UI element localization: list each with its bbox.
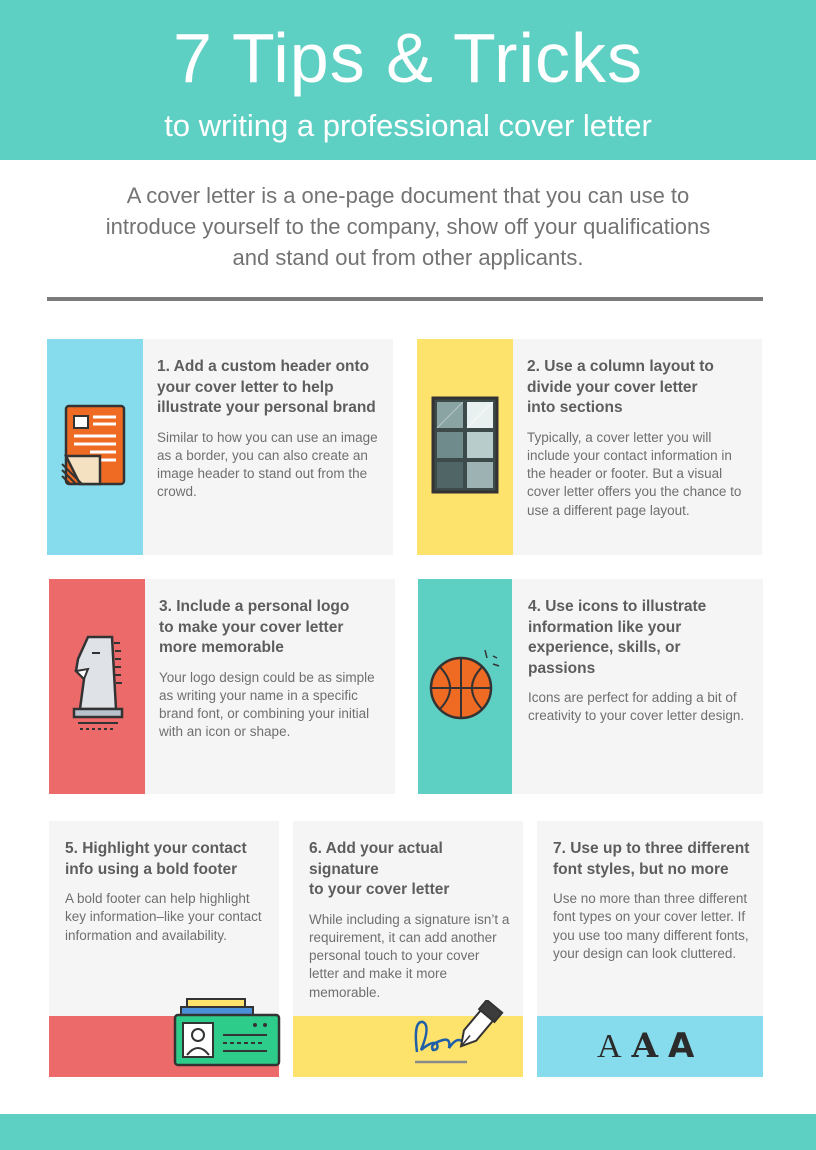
tip-title-line: to your cover letter: [309, 881, 450, 898]
document-header-icon: [60, 400, 130, 495]
basketball-icon: [427, 644, 503, 729]
tip-title-line: 5. Highlight your contact: [65, 840, 247, 857]
tip-6-content: [309, 839, 511, 1002]
tip-2-body: Typically, a cover letter you will include your contact information in the header or footer. But a visual cover letter offers you the chance to use a different page layout.: [527, 429, 742, 518]
tip-3-body: Your logo design could be as simple as writing your name in a specific brand font, or combining your initial with an icon or shape.: [159, 669, 375, 740]
tip-5-title: [65, 839, 267, 880]
tip-3-color-band: [49, 579, 145, 794]
tip-4-color-band: [418, 579, 512, 794]
font-sample-bold-serif: A: [631, 1026, 658, 1066]
tip-6-color-strip: [293, 1016, 523, 1077]
intro-line: A cover letter is a one-page document that you can use to: [126, 183, 690, 208]
tip-title-line: 1. Add a custom header onto: [157, 358, 370, 375]
tip-5-body: A bold footer can help highlight key information–like your contact information and availability.: [65, 891, 262, 943]
tip-7-body: Use no more than three different font types on your cover letter. If you use too many different fonts, your design can look cluttered.: [553, 891, 749, 961]
tip-7-color-strip: [537, 1016, 763, 1077]
tip-card-5: [49, 821, 279, 1077]
tip-title-line: experience, skills, or passions: [528, 639, 681, 677]
tip-title-line: information like your: [528, 618, 682, 636]
font-sample-sans: A: [667, 1026, 695, 1066]
tip-card-3: [49, 579, 395, 794]
tip-1-color-band: [47, 339, 143, 555]
tip-1-title: [157, 357, 379, 419]
font-styles-icon: [597, 1026, 694, 1066]
header-banner: [0, 0, 816, 160]
tip-card-2: [417, 339, 762, 555]
tip-title-line: your cover letter to help: [157, 378, 334, 396]
page-title: 7 Tips & Tricks: [172, 19, 644, 97]
tip-1-content: [157, 357, 379, 502]
tip-title-line: 3. Include a personal logo: [159, 598, 350, 615]
intro-line: introduce yourself to the company, show off your qualifications: [105, 214, 711, 239]
tip-3-title: [159, 597, 381, 659]
tip-7-content: [553, 839, 751, 963]
section-divider: [47, 297, 763, 301]
tip-title-line: 2. Use a column layout to: [527, 358, 714, 375]
tip-1-body: Similar to how you can use an image as a border, you can also create an image header to stand out from the crowd.: [157, 429, 378, 500]
tip-card-6: [293, 821, 523, 1077]
tip-5-content: [65, 839, 267, 945]
tip-title-line: 4. Use icons to illustrate: [528, 598, 707, 615]
tip-title-line: font styles, but no more: [553, 860, 729, 878]
tip-card-1: [47, 339, 393, 555]
tip-title-line: 6. Add your actual signature: [309, 840, 443, 878]
tip-4-title: [528, 597, 749, 679]
tip-2-color-band: [417, 339, 513, 555]
tip-4-content: [528, 597, 749, 726]
grid-layout-icon: [430, 395, 500, 500]
tip-title-line: more memorable: [159, 639, 284, 656]
tip-2-title: [527, 357, 748, 419]
tip-7-title: [553, 839, 751, 880]
tip-2-content: [527, 357, 748, 520]
page-subtitle: to writing a professional cover letter: [164, 108, 652, 143]
fountain-pen-signature-icon: [411, 1000, 515, 1077]
tip-title-line: info using a bold footer: [65, 860, 238, 878]
intro-paragraph: [70, 180, 746, 273]
font-sample-serif: A: [597, 1028, 622, 1065]
tip-title-line: into sections: [527, 399, 623, 416]
footer-bar: [0, 1114, 816, 1150]
tip-card-4: [418, 579, 763, 794]
tip-4-body: Icons are perfect for adding a bit of creativity to your cover letter design.: [528, 690, 745, 724]
tip-3-content: [159, 597, 381, 742]
tip-title-line: divide your cover letter: [527, 378, 698, 396]
tip-6-title: [309, 839, 511, 901]
tip-6-body: While including a signature isn’t a requirement, it can add another personal touch to your cover letter and make it more memorable.: [309, 911, 510, 1000]
tip-title-line: to make your cover letter: [159, 618, 344, 636]
id-card-icon: [173, 997, 283, 1072]
chess-knight-logo-icon: [62, 629, 132, 744]
tip-card-7: [537, 821, 763, 1077]
intro-line: and stand out from other applicants.: [232, 245, 584, 270]
tip-title-line: 7. Use up to three different: [553, 840, 750, 857]
tip-title-line: illustrate your personal brand: [157, 399, 376, 416]
